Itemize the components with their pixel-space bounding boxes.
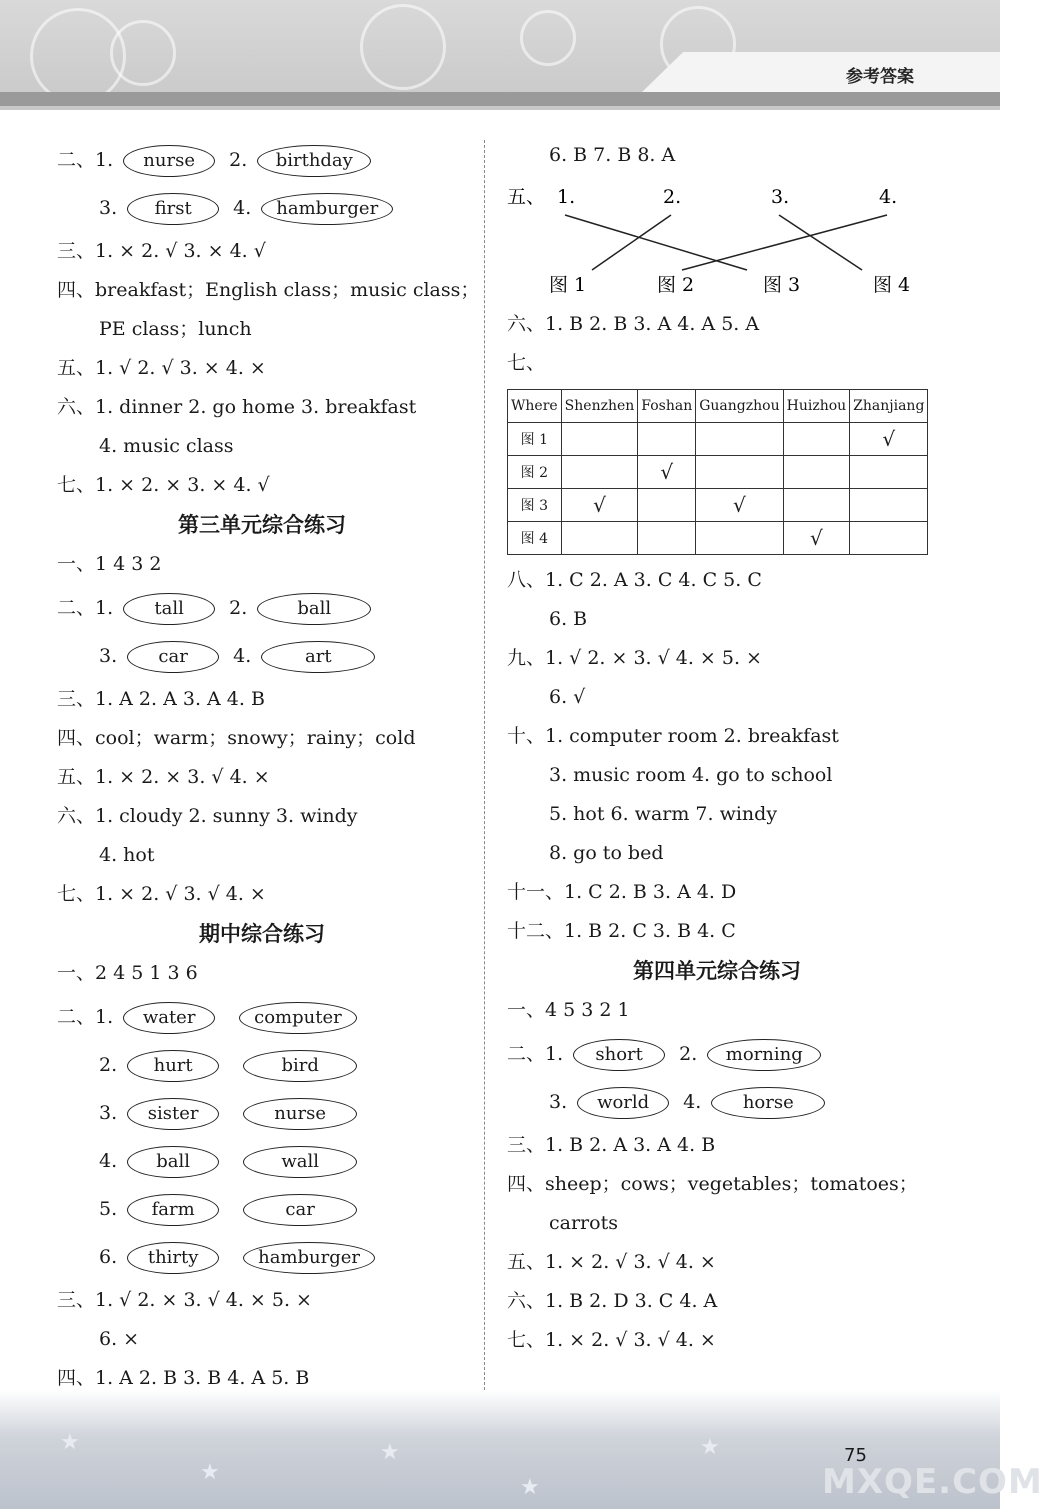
oval-answer-row <box>507 1078 927 1126</box>
table-cell <box>696 423 783 456</box>
answer-line: 6. √ <box>549 686 586 708</box>
match-line <box>565 215 747 270</box>
table-cell <box>561 456 638 489</box>
circled-word: short <box>573 1039 665 1071</box>
table-cell: √ <box>561 489 638 522</box>
circled-word: sister <box>127 1098 219 1130</box>
answer-line: 4. music class <box>99 435 234 457</box>
table-cell <box>696 456 783 489</box>
question-number: 2. <box>229 597 248 619</box>
oval-answer-row <box>57 1041 467 1089</box>
table-cell <box>850 456 928 489</box>
circled-word: ball <box>257 593 371 625</box>
answer-line: 3. music room 4. go to school <box>549 764 833 786</box>
table-cell <box>783 456 850 489</box>
picture-label: 图 1 <box>549 274 587 296</box>
question-number: 二、1. <box>57 1006 114 1028</box>
oval-answer-row <box>57 1233 467 1281</box>
answer-line: 四、cool；warm；snowy；rainy；cold <box>57 727 416 749</box>
circled-word: wall <box>243 1146 357 1178</box>
circled-word: car <box>127 641 219 673</box>
answer-line: 三、1. × 2. √ 3. × 4. √ <box>57 240 266 262</box>
answer-line: 四、breakfast；English class；music class； <box>57 279 480 301</box>
answer-line: 三、1. A 2. A 3. A 4. B <box>57 688 265 710</box>
circled-word: hamburger <box>243 1242 375 1274</box>
answer-line: 八、1. C 2. A 3. C 4. C 5. C <box>507 569 762 591</box>
oval-answer-row <box>57 993 467 1041</box>
table-cell: 图 3 <box>508 489 562 522</box>
circled-word: horse <box>711 1087 825 1119</box>
watermark: MXQE.COM <box>822 1462 1043 1502</box>
circled-word: world <box>577 1087 669 1119</box>
match-line <box>592 215 671 270</box>
circled-word: hurt <box>127 1050 219 1082</box>
question-number: 五、 <box>507 186 546 208</box>
answer-line: 七、1. × 2. × 3. × 4. √ <box>57 474 270 496</box>
question-number: 3. <box>99 645 118 667</box>
circled-word: hamburger <box>261 193 393 225</box>
header-title: 参考答案 <box>846 67 914 87</box>
picture-label: 图 2 <box>657 274 695 296</box>
matching-lines <box>507 175 927 305</box>
answer-line: 四、sheep；cows；vegetables；tomatoes； <box>507 1173 918 1195</box>
table-cell <box>638 522 696 555</box>
oval-answer-row <box>57 136 467 184</box>
answer-line: 七、 <box>507 352 546 374</box>
answer-line: 6. B 7. B 8. A <box>549 144 676 166</box>
answer-line: 6. B <box>549 608 588 630</box>
table-row <box>508 456 928 489</box>
answer-line: 九、1. √ 2. × 3. √ 4. × 5. × <box>507 647 762 669</box>
answer-line: 五、1. × 2. × 3. √ 4. × <box>57 766 270 788</box>
left-column <box>57 136 480 1398</box>
circled-word: first <box>127 193 219 225</box>
page-footer: ★ ★ ★ ★ ★ <box>0 1390 1000 1509</box>
table-cell <box>783 423 850 456</box>
circled-word: bird <box>243 1050 357 1082</box>
oval-answer-row <box>57 184 467 232</box>
answer-line: 4. hot <box>99 844 155 866</box>
circled-word: computer <box>239 1002 357 1034</box>
circled-word: birthday <box>257 145 371 177</box>
match-number: 1. <box>557 186 576 208</box>
page-header <box>0 0 1000 110</box>
answer-line: 一、1 4 3 2 <box>57 553 162 575</box>
question-number: 4. <box>99 1150 118 1172</box>
question-number: 3. <box>99 197 118 219</box>
section-title: 第四单元综合练习 <box>633 959 801 983</box>
table-cell: √ <box>638 456 696 489</box>
column-divider <box>484 140 485 1390</box>
section-title: 期中综合练习 <box>199 922 325 946</box>
answer-line: 五、1. √ 2. √ 3. × 4. × <box>57 357 266 379</box>
picture-label: 图 4 <box>873 274 911 296</box>
match-number: 3. <box>771 186 790 208</box>
match-line <box>682 215 887 270</box>
table-header-cell: Huizhou <box>783 390 850 423</box>
table-header-row <box>508 390 928 423</box>
table-cell <box>638 423 696 456</box>
answer-line: 十、1. computer room 2. breakfast <box>507 725 839 747</box>
table-header-cell: Foshan <box>638 390 696 423</box>
header-bar <box>0 92 1000 106</box>
match-number: 4. <box>879 186 898 208</box>
circled-word: nurse <box>123 145 215 177</box>
circled-word: nurse <box>243 1098 357 1130</box>
matching-answer <box>507 175 927 305</box>
section-title: 第三单元综合练习 <box>178 513 346 537</box>
header-tab <box>640 52 1000 94</box>
answer-line: 一、2 4 5 1 3 6 <box>57 962 198 984</box>
answer-line: 七、1. × 2. √ 3. √ 4. × <box>57 883 266 905</box>
answer-line: 一、4 5 3 2 1 <box>507 999 630 1021</box>
answer-line: 6. × <box>99 1328 140 1350</box>
table-header-cell: Where <box>508 390 562 423</box>
answer-line: carrots <box>549 1212 618 1234</box>
answer-line: 六、1. dinner 2. go home 3. breakfast <box>57 396 417 418</box>
answer-line: 三、1. √ 2. × 3. √ 4. × 5. × <box>57 1289 312 1311</box>
page-number: 75 <box>844 1445 867 1466</box>
answer-line: 四、1. A 2. B 3. B 4. A 5. B <box>57 1367 310 1389</box>
table-cell: 图 2 <box>508 456 562 489</box>
table-cell <box>850 522 928 555</box>
oval-answer-row <box>57 1089 467 1137</box>
question-number: 4. <box>683 1091 702 1113</box>
oval-answer-row <box>57 1137 467 1185</box>
circled-word: water <box>123 1002 215 1034</box>
match-number: 2. <box>663 186 682 208</box>
answer-line: 六、1. B 2. B 3. A 4. A 5. A <box>507 313 760 335</box>
table-cell <box>561 522 638 555</box>
table-cell: √ <box>696 489 783 522</box>
question-number: 6. <box>99 1246 118 1268</box>
circled-word: car <box>243 1194 357 1226</box>
circled-word: morning <box>707 1039 821 1071</box>
question-number: 二、1. <box>57 149 114 171</box>
table-cell <box>696 522 783 555</box>
answer-line: 8. go to bed <box>549 842 664 864</box>
circled-word: ball <box>127 1146 219 1178</box>
table-cell: 图 4 <box>508 522 562 555</box>
table-cell <box>783 489 850 522</box>
question-number: 3. <box>549 1091 568 1113</box>
answer-line: 三、1. B 2. A 3. A 4. B <box>507 1134 716 1156</box>
question-number: 4. <box>233 645 252 667</box>
answer-line: 六、1. B 2. D 3. C 4. A <box>507 1290 718 1312</box>
picture-label: 图 3 <box>763 274 801 296</box>
answer-table <box>507 389 928 555</box>
oval-answer-row <box>57 632 467 680</box>
table-cell <box>638 489 696 522</box>
table-cell <box>850 489 928 522</box>
table-row <box>508 489 928 522</box>
circled-word: farm <box>127 1194 219 1226</box>
answer-line: 六、1. cloudy 2. sunny 3. windy <box>57 805 358 827</box>
circled-word: tall <box>123 593 215 625</box>
question-number: 2. <box>99 1054 118 1076</box>
question-number: 2. <box>229 149 248 171</box>
answer-line: 五、1. × 2. √ 3. √ 4. × <box>507 1251 716 1273</box>
table-cell: √ <box>850 423 928 456</box>
table-cell: √ <box>783 522 850 555</box>
table-row <box>508 423 928 456</box>
table-header-cell: Guangzhou <box>696 390 783 423</box>
oval-answer-row <box>57 1185 467 1233</box>
question-number: 二、1. <box>507 1043 564 1065</box>
table-cell <box>561 423 638 456</box>
table-header-cell: Shenzhen <box>561 390 638 423</box>
oval-answer-row <box>57 584 467 632</box>
table-row <box>508 522 928 555</box>
question-number: 2. <box>679 1043 698 1065</box>
table-cell: 图 1 <box>508 423 562 456</box>
table-header-cell: Zhanjiang <box>850 390 928 423</box>
answer-line: 十二、1. B 2. C 3. B 4. C <box>507 920 736 942</box>
question-number: 5. <box>99 1198 118 1220</box>
oval-answer-row <box>507 1030 927 1078</box>
match-line <box>779 215 862 270</box>
answer-line: 七、1. × 2. √ 3. √ 4. × <box>507 1329 716 1351</box>
right-column <box>507 136 927 1360</box>
question-number: 3. <box>99 1102 118 1124</box>
answer-line: 十一、1. C 2. B 3. A 4. D <box>507 881 737 903</box>
question-number: 二、1. <box>57 597 114 619</box>
answer-line: PE class；lunch <box>99 318 252 340</box>
circled-word: art <box>261 641 375 673</box>
circled-word: thirty <box>127 1242 219 1274</box>
question-number: 4. <box>233 197 252 219</box>
answer-line: 5. hot 6. warm 7. windy <box>549 803 778 825</box>
